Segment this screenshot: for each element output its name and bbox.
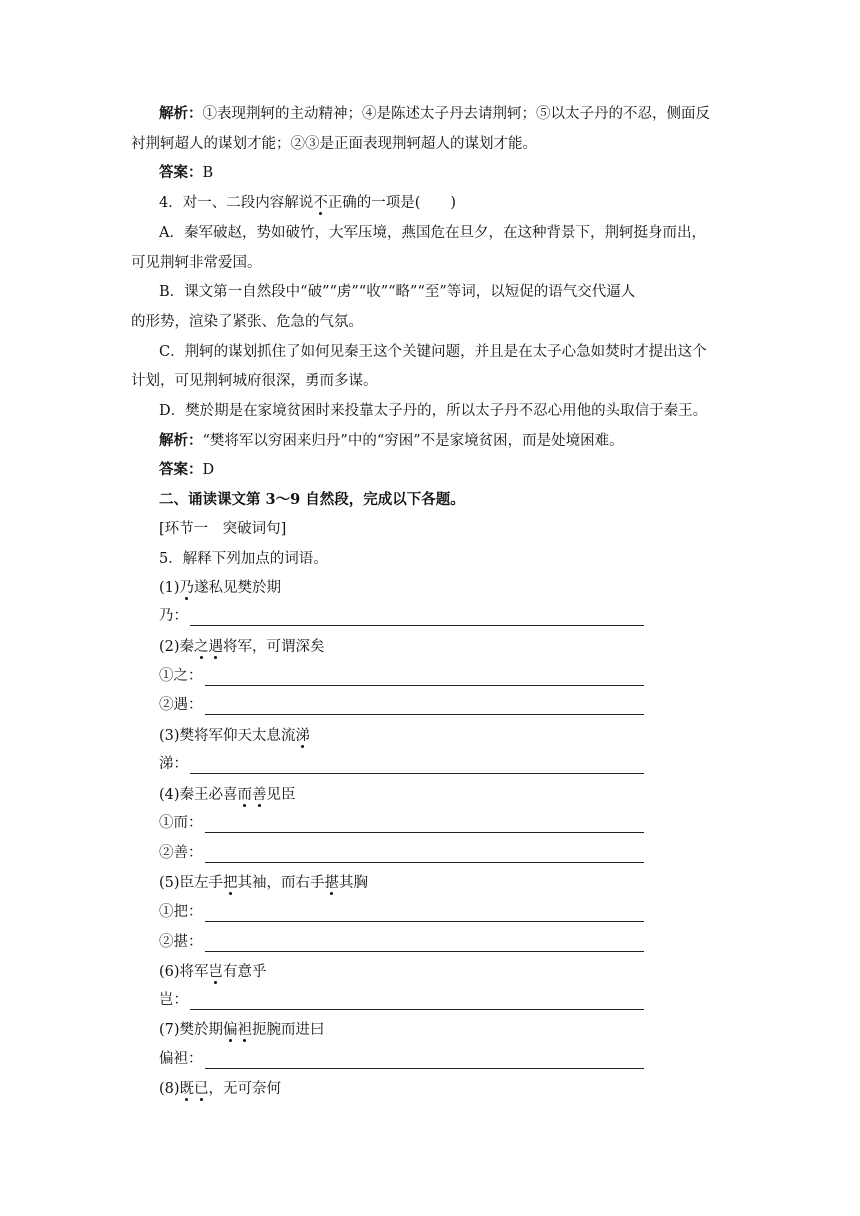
section-link-1: [环节一 突破词句]: [159, 521, 287, 537]
analysis-q4: 解析：“樊将军以穷困来归丹”中的“穷困”不是家境贫困，而是处境困难。: [159, 432, 624, 449]
answer-blank[interactable]: [205, 700, 645, 715]
q5-item-3-answer: 涕：: [159, 754, 644, 774]
option-c-line1: C．荆轲的谋划抓住了如何见秦王这个关键问题，并且是在太子心急如焚时才提出这个: [159, 344, 707, 360]
answer-blank[interactable]: [205, 937, 645, 952]
option-a-line1: A．秦军破赵，势如破竹，大军压境，燕国危在旦夕，在这种背景下，荆轲挺身而出，: [159, 225, 706, 241]
q5-item-6: (6)将军岂有意乎: [159, 964, 267, 980]
answer-blank[interactable]: [205, 907, 645, 922]
answer-blank[interactable]: [190, 995, 644, 1010]
answer-q4: 答案：D: [159, 461, 215, 478]
emphasis-dot-char: 善: [252, 787, 267, 803]
analysis-q3-line2: 衬荆轲超人的谋划才能；②③是正面表现荆轲超人的谋划才能。: [131, 136, 537, 152]
emphasis-dot-char: 而: [237, 787, 253, 803]
emphasis-dot-char: 不: [313, 195, 328, 211]
q5-item-2-answer-2: ②遇：: [159, 695, 644, 715]
emphasis-dot-char: 岂: [208, 964, 224, 980]
answer-blank[interactable]: [190, 759, 644, 774]
answer-blank[interactable]: [205, 1054, 645, 1069]
option-c-line2: 计划，可见荆轲城府很深，勇而多谋。: [131, 373, 378, 389]
answer-blank[interactable]: [205, 671, 645, 686]
emphasis-dot-char: 之: [194, 639, 209, 655]
question-4-stem: 4．对一、二段内容解说不正确的一项是( ): [159, 195, 457, 211]
answer-q3: 答案：B: [159, 164, 214, 181]
option-b-line2: 的形势，渲染了紧张、危急的气氛。: [131, 314, 363, 330]
q5-item-4-answer-1: ①而：: [159, 813, 644, 833]
answer-blank[interactable]: [205, 848, 645, 863]
emphasis-dot-char: 袒: [237, 1022, 253, 1038]
q5-item-1: (1)乃遂私见樊於期: [159, 580, 282, 596]
q5-item-6-answer: 岂：: [159, 990, 644, 1010]
option-b-line1: B．课文第一自然段中“破”“虏”“收”“略”“至”等词，以短促的语气交代逼人: [159, 284, 636, 300]
q5-item-3: (3)樊将军仰天太息流涕: [159, 728, 311, 744]
q5-item-4-answer-2: ②善：: [159, 843, 644, 863]
question-5-stem: 5．解释下列加点的词语。: [159, 551, 328, 567]
emphasis-dot-char: 乃: [179, 580, 195, 596]
analysis-q3-line1: 解析：①表现荆轲的主动精神；④是陈述太子丹去请荆轲；⑤以太子丹的不忍，侧面反: [159, 105, 710, 122]
answer-blank[interactable]: [190, 611, 644, 626]
emphasis-dot-char: 偏: [223, 1022, 238, 1038]
q5-item-7: (7)樊於期偏袒扼腕而进曰: [159, 1022, 325, 1038]
q5-item-5: (5)臣左手把其袖，而右手揕其胸: [159, 875, 369, 891]
answer-blank[interactable]: [205, 818, 645, 833]
q5-item-4: (4)秦王必喜而善见臣: [159, 787, 296, 803]
option-d-line1: D．樊於期是在家境贫困时来投靠太子丹的，所以太子丹不忍心用他的头取信于秦王。: [159, 403, 708, 419]
q5-item-5-answer-1: ①把：: [159, 902, 644, 922]
q5-item-8: (8)既已，无可奈何: [159, 1081, 282, 1097]
emphasis-dot-char: 把: [223, 875, 238, 891]
q5-item-1-answer: 乃：: [159, 606, 644, 626]
q5-item-7-answer: 偏袒：: [159, 1049, 644, 1069]
q5-item-2: (2)秦之遇将军，可谓深矣: [159, 639, 325, 655]
option-a-line2: 可见荆轲非常爱国。: [131, 255, 262, 271]
emphasis-dot-char: 既: [179, 1081, 195, 1097]
emphasis-dot-char: 遇: [208, 639, 224, 655]
emphasis-dot-char: 揕: [324, 875, 340, 891]
q5-item-2-answer-1: ①之：: [159, 666, 644, 686]
emphasis-dot-char: 涕: [295, 728, 311, 744]
section-2-heading: 二、诵读课文第 3～9 自然段，完成以下各题。: [159, 491, 465, 508]
emphasis-dot-char: 已: [194, 1081, 209, 1097]
q5-item-5-answer-2: ②揕：: [159, 932, 644, 952]
